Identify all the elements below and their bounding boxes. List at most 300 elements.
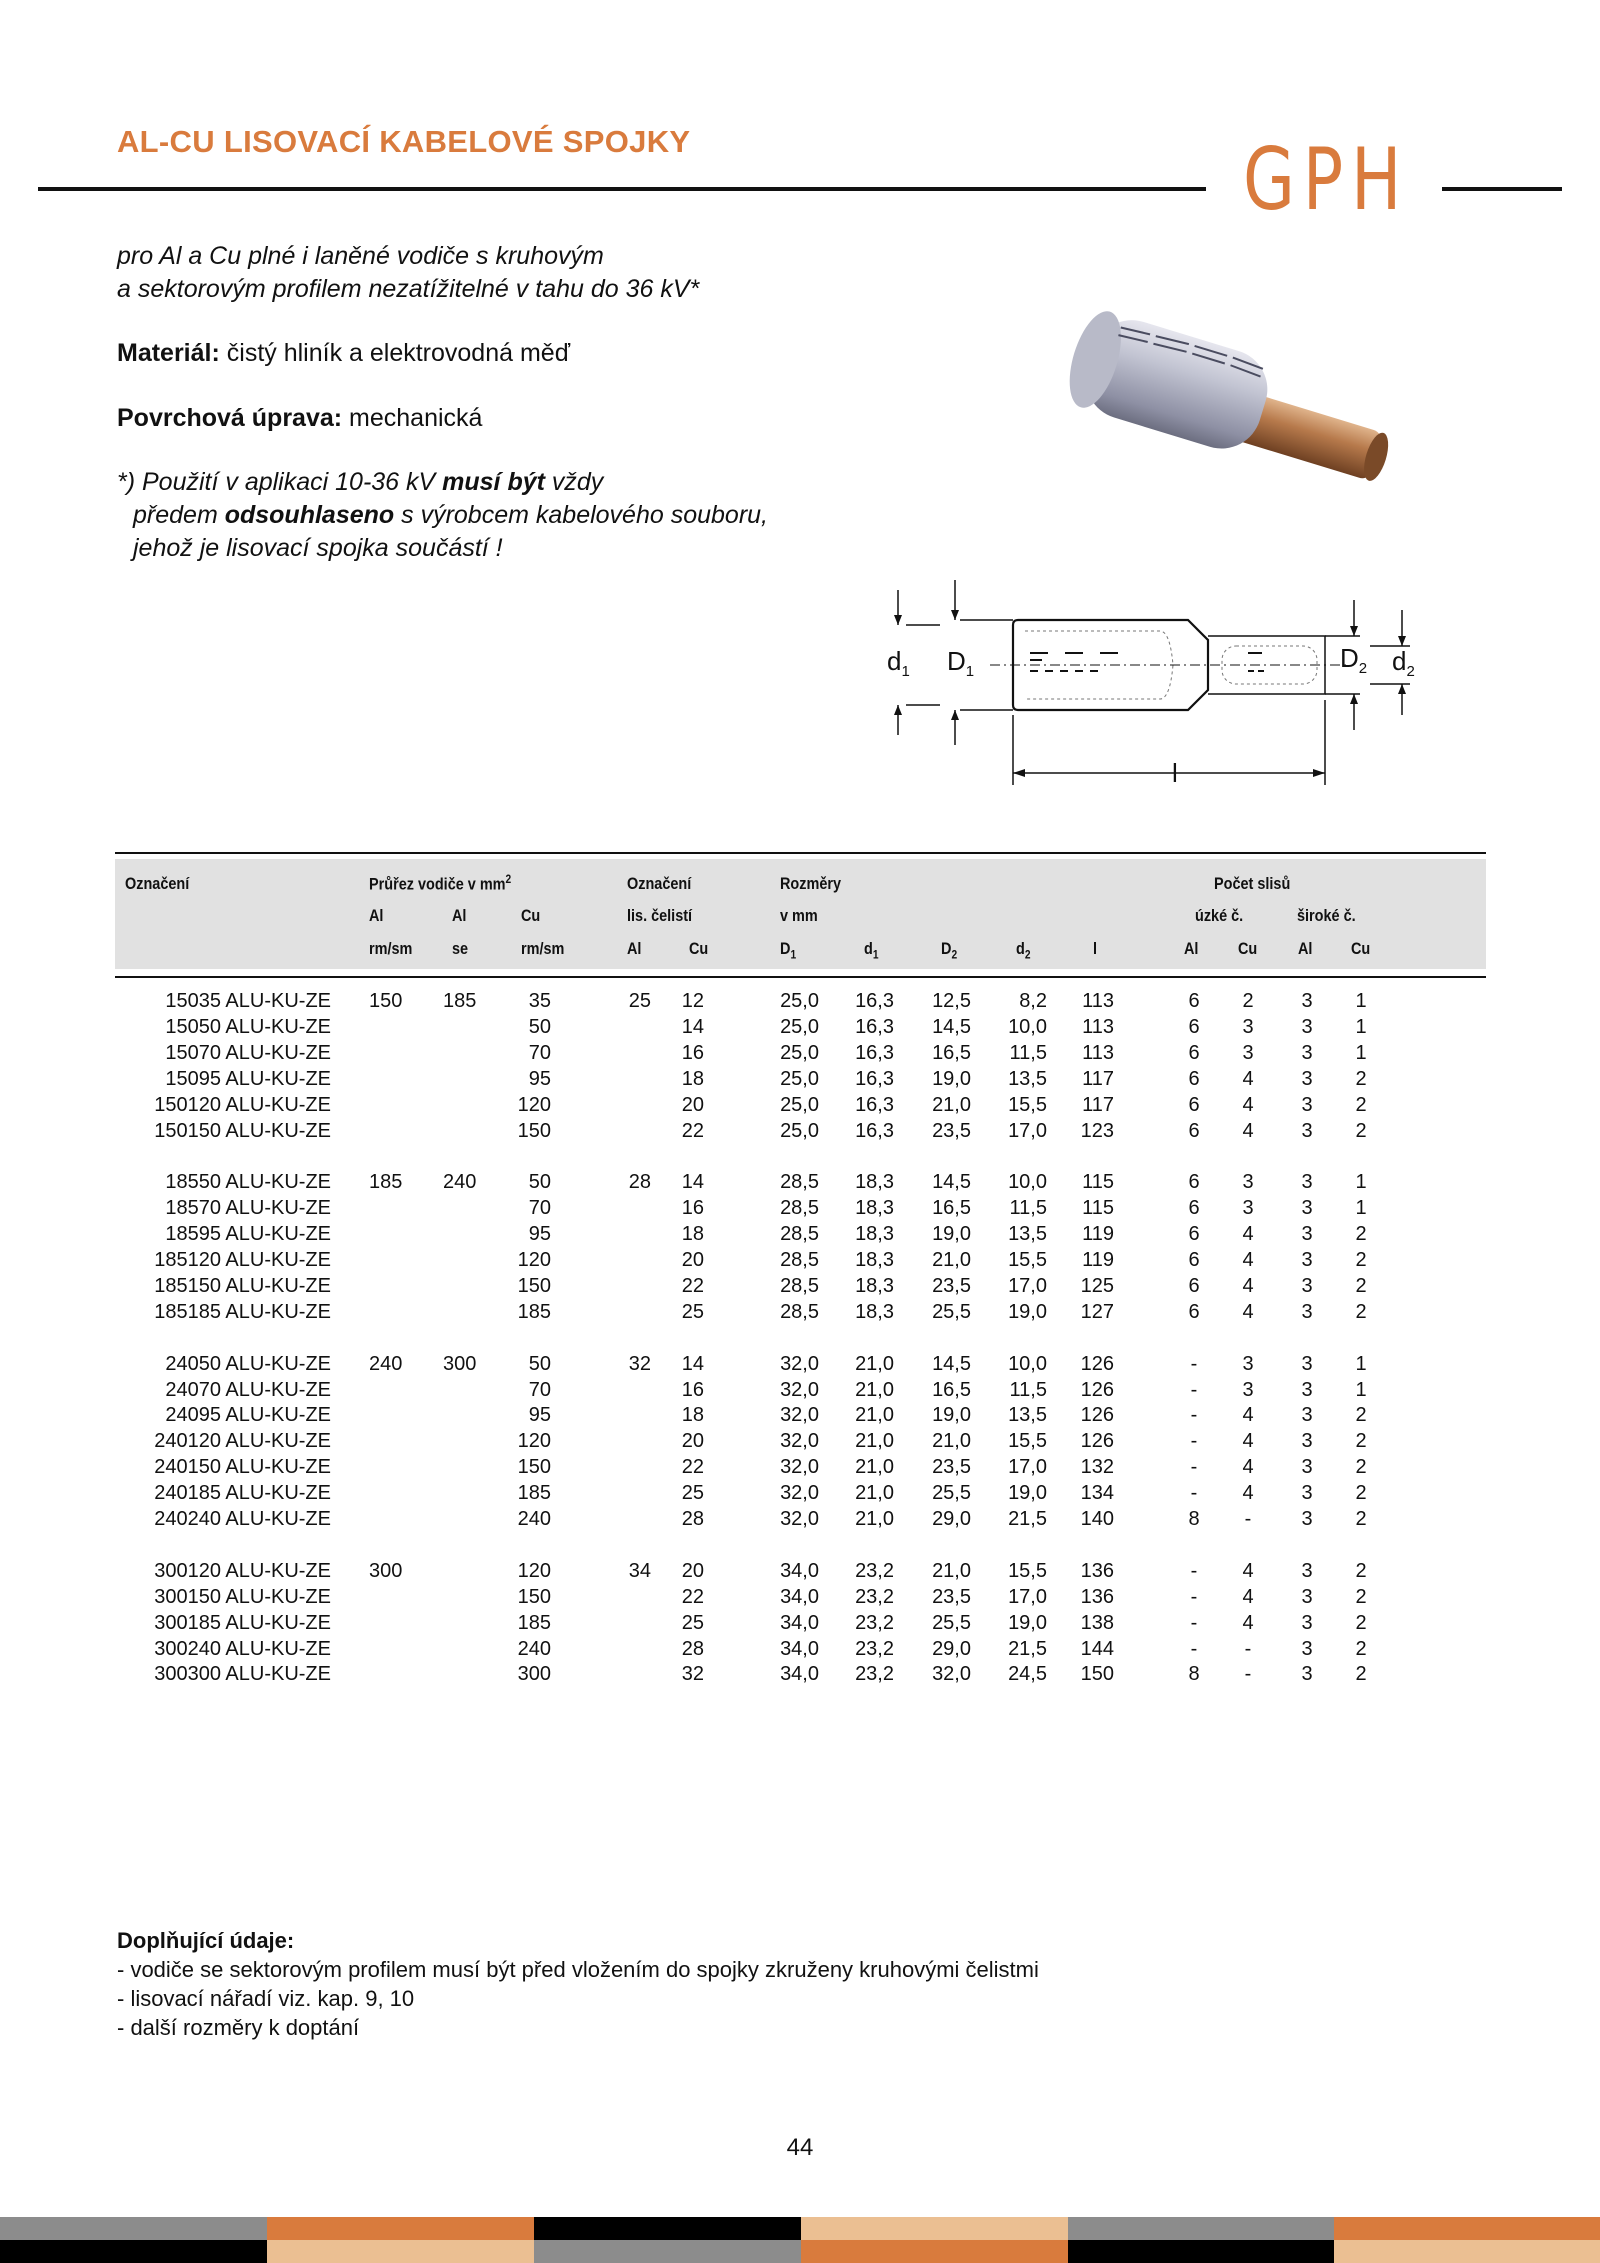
th-D1 xyxy=(780,939,796,961)
table-cell: 16,3 xyxy=(855,1093,894,1116)
table-cell: 21,0 xyxy=(855,1404,894,1427)
usage-note xyxy=(117,466,768,565)
table-cell: 4 xyxy=(1242,1274,1254,1297)
table-cell: 13,5 xyxy=(1008,1223,1047,1246)
table-cell: 4 xyxy=(1242,1093,1254,1116)
table-cell: 70 xyxy=(528,1378,551,1401)
table-cell: 16,5 xyxy=(932,1197,971,1220)
table-cell: 95 xyxy=(528,1404,551,1427)
table-cell: 10,0 xyxy=(1008,1015,1047,1038)
table-cell: 28,5 xyxy=(780,1274,819,1297)
th-D2 xyxy=(941,939,957,961)
dimension-diagram xyxy=(870,570,1430,795)
table-cell: 3 xyxy=(1301,1223,1313,1246)
table-cell: 300185 ALU-KU-ZE xyxy=(154,1611,331,1634)
table-cell: 300 xyxy=(517,1663,551,1686)
table-cell: 12,5 xyxy=(932,990,971,1012)
table-cell: 25,5 xyxy=(932,1482,971,1505)
material-value: čistý hliník a elektrovodná měď xyxy=(219,339,571,367)
footer-bar xyxy=(1068,2240,1334,2263)
table-cell: 119 xyxy=(1082,1249,1114,1271)
table-cell: 4 xyxy=(1242,1223,1254,1246)
table-cell: 150 xyxy=(369,990,403,1012)
table-cell: 2 xyxy=(1355,1637,1367,1660)
table-cell: 126 xyxy=(1080,1378,1114,1401)
table-cell: 14 xyxy=(681,1352,704,1375)
table-cell: 11,5 xyxy=(1009,1041,1047,1064)
table-cell: 15070 ALU-KU-ZE xyxy=(165,1041,331,1064)
table-cell: 22 xyxy=(681,1274,704,1297)
note-text: *) Použití v aplikaci 10-36 kV xyxy=(117,468,443,496)
table-cell: 125 xyxy=(1080,1274,1114,1297)
table-cell: 24,5 xyxy=(1008,1663,1047,1686)
th-oznaceni: Označení xyxy=(125,874,190,893)
table-cell: 20 xyxy=(681,1559,704,1582)
table-cell: 14,5 xyxy=(932,1015,971,1038)
table-cell: 300 xyxy=(369,1559,403,1582)
th-al1: Al xyxy=(369,906,384,925)
table-cell: 20 xyxy=(681,1249,704,1271)
footer-bar xyxy=(267,2217,534,2240)
table-cell: 3 xyxy=(1242,1015,1254,1038)
note-line-3: jehož je lisovací spojka součástí ! xyxy=(133,534,503,562)
table-cell: 18,3 xyxy=(855,1249,894,1271)
footer-bar xyxy=(801,2217,1068,2240)
table-cell: 127 xyxy=(1080,1300,1114,1323)
table-top-rule xyxy=(115,852,1486,854)
table-cell: 6 xyxy=(1188,1015,1200,1038)
diagram-D2-label: D xyxy=(1340,643,1359,673)
table-cell: 300300 ALU-KU-ZE xyxy=(154,1663,331,1686)
table-cell: 19,0 xyxy=(932,1223,971,1246)
th-lis-cu: Cu xyxy=(689,939,709,958)
th-uzke: úzké č. xyxy=(1195,906,1244,925)
diagram-d2-sub: 2 xyxy=(1406,663,1415,680)
table-cell: 3 xyxy=(1301,1197,1313,1220)
table-cell: 2 xyxy=(1355,1067,1367,1090)
table-cell: 16,5 xyxy=(932,1041,971,1064)
th-oznaceni2: Označení xyxy=(627,874,692,893)
table-cell: 6 xyxy=(1188,1171,1200,1194)
table-cell: 3 xyxy=(1301,1274,1313,1297)
page-number: 44 xyxy=(786,2134,814,2161)
table-cell: 240 xyxy=(517,1508,551,1530)
table-cell: 25 xyxy=(681,1482,704,1505)
table-cell: 6 xyxy=(1188,990,1200,1012)
table-cell: 14,5 xyxy=(932,1352,971,1375)
table-cell: 18 xyxy=(681,1067,704,1090)
table-cell: 2 xyxy=(1355,1482,1367,1505)
table-cell: 126 xyxy=(1080,1352,1114,1375)
diagram-d1-label: d xyxy=(887,646,902,676)
table-cell: 2 xyxy=(1355,1223,1367,1246)
table-cell: 3 xyxy=(1301,990,1313,1012)
table-cell: 16,5 xyxy=(932,1378,971,1401)
table-cell: 300240 ALU-KU-ZE xyxy=(154,1637,331,1660)
table-cell: 19,0 xyxy=(932,1404,971,1427)
table-cell: 3 xyxy=(1301,1482,1313,1505)
table-cell: 117 xyxy=(1082,1067,1114,1090)
table-cell: 3 xyxy=(1301,1041,1313,1064)
table-cell: 2 xyxy=(1355,1093,1367,1116)
table-cell: 3 xyxy=(1301,1015,1313,1038)
table-cell: 21,0 xyxy=(855,1508,894,1530)
table-cell: 20 xyxy=(681,1430,704,1453)
table-cell: 3 xyxy=(1301,1637,1313,1660)
svg-text:d1 xyxy=(887,646,910,680)
table-cell: 4 xyxy=(1242,1404,1254,1427)
table-cell: 240120 ALU-KU-ZE xyxy=(154,1430,331,1453)
table-cell: 25 xyxy=(628,990,651,1012)
table-cell: 17,0 xyxy=(1008,1119,1047,1142)
table-cell: 136 xyxy=(1080,1585,1114,1608)
table-cell: 25,0 xyxy=(780,1119,819,1142)
table-cell: 8 xyxy=(1188,1508,1200,1530)
note-line-1 xyxy=(117,468,603,496)
table-cell: - xyxy=(1244,1663,1252,1686)
table-cell: 3 xyxy=(1242,1197,1254,1220)
additional-item-3: - další rozměry k doptání xyxy=(117,2015,360,2040)
additional-info xyxy=(117,1926,1039,2042)
table-cell: 32,0 xyxy=(780,1352,819,1375)
intro-line-2: a sektorovým profilem nezatížitelné v tahu do 36 kV* xyxy=(117,275,700,303)
table-cell: 21,0 xyxy=(855,1430,894,1453)
footer-bar xyxy=(0,2217,267,2240)
table-cell: 25,0 xyxy=(780,1067,819,1090)
th-prurez xyxy=(369,872,511,895)
table-cell: - xyxy=(1190,1611,1198,1634)
table-cell: 300 xyxy=(443,1352,477,1375)
table-cell: 2 xyxy=(1355,1585,1367,1608)
svg-text:D1 xyxy=(947,646,974,680)
th-prurez-text: Průřez vodiče v mm xyxy=(369,874,506,894)
table-cell: 23,2 xyxy=(855,1559,894,1582)
table-cell: 126 xyxy=(1080,1430,1114,1453)
table-cell: 21,0 xyxy=(932,1093,971,1116)
table-cell: 300120 ALU-KU-ZE xyxy=(154,1559,331,1582)
table-cell: 6 xyxy=(1188,1093,1200,1116)
th-prurez-sup: 2 xyxy=(505,872,512,886)
table-cell: 15050 ALU-KU-ZE xyxy=(165,1015,331,1038)
table-cell: 19,0 xyxy=(1008,1611,1047,1634)
table-cell: 117 xyxy=(1082,1093,1114,1116)
table-cell: 25,5 xyxy=(932,1611,971,1634)
table-cell: 11,5 xyxy=(1009,1197,1047,1220)
diagram-D1-label: D xyxy=(947,646,966,676)
table-cell: 34 xyxy=(628,1559,651,1582)
table-cell: 150 xyxy=(1080,1663,1114,1686)
svg-text:d2 xyxy=(1392,646,1415,680)
table-cell: 4 xyxy=(1242,1067,1254,1090)
table-cell: 150120 ALU-KU-ZE xyxy=(154,1093,331,1116)
table-header-rule xyxy=(115,976,1486,978)
th-d1 xyxy=(864,939,879,961)
table-cell: 3 xyxy=(1242,1352,1254,1375)
diagram-l-label: l xyxy=(1172,758,1178,788)
diagram-d2-label: d xyxy=(1392,646,1407,676)
th-se: se xyxy=(452,939,469,958)
th-siroke: široké č. xyxy=(1297,906,1356,925)
table-cell: 1 xyxy=(1355,1197,1367,1220)
table-cell: 10,0 xyxy=(1008,1352,1047,1375)
footer-bar xyxy=(534,2240,801,2263)
table-cell: - xyxy=(1190,1404,1198,1427)
table-cell: 19,0 xyxy=(1008,1300,1047,1323)
table-cell: 70 xyxy=(528,1041,551,1064)
th-pocet: Počet slisů xyxy=(1214,874,1291,893)
table-cell: 4 xyxy=(1242,1456,1254,1479)
table-cell: 16 xyxy=(681,1197,704,1220)
table-cell: - xyxy=(1244,1508,1252,1530)
table-cell: 3 xyxy=(1301,1067,1313,1090)
table-cell: 115 xyxy=(1082,1171,1114,1194)
table-cell: 6 xyxy=(1188,1067,1200,1090)
material-label: Materiál: xyxy=(117,339,220,367)
table-cell: 1 xyxy=(1355,1171,1367,1194)
table-cell: 28,5 xyxy=(780,1300,819,1323)
table-cell: 115 xyxy=(1082,1197,1114,1220)
table-cell: 21,0 xyxy=(932,1559,971,1582)
table-cell: - xyxy=(1190,1637,1198,1660)
header-rule xyxy=(38,187,1206,191)
table-cell: 3 xyxy=(1242,1041,1254,1064)
table-cell: 28 xyxy=(681,1508,704,1530)
table-cell: 28,5 xyxy=(780,1197,819,1220)
table-cell: 32,0 xyxy=(932,1663,971,1686)
note-text: s výrobcem kabelového souboru, xyxy=(394,501,769,529)
table-cell: 1 xyxy=(1355,1041,1367,1064)
table-cell: 95 xyxy=(528,1067,551,1090)
table-cell: 24095 ALU-KU-ZE xyxy=(165,1404,331,1427)
table-cell: 34,0 xyxy=(780,1611,819,1634)
th-lis: lis. čelistí xyxy=(627,906,693,925)
note-bold-must: musí být xyxy=(442,468,545,496)
table-cell: 3 xyxy=(1301,1378,1313,1401)
table-cell: 18,3 xyxy=(855,1300,894,1323)
th-cu: Cu xyxy=(521,906,541,925)
table-cell: 4 xyxy=(1242,1119,1254,1142)
table-cell: 22 xyxy=(681,1119,704,1142)
svg-text:D2 xyxy=(1340,643,1367,677)
th-pocet-cu2: Cu xyxy=(1351,939,1371,958)
table-cell: 32 xyxy=(628,1352,651,1375)
table-cell: 4 xyxy=(1242,1430,1254,1453)
material-line xyxy=(117,337,570,370)
table-cell: 2 xyxy=(1355,1249,1367,1271)
table-cell: 185 xyxy=(369,1171,403,1194)
table-cell: - xyxy=(1190,1482,1198,1505)
footer-bar xyxy=(1334,2240,1600,2263)
table-cell: 2 xyxy=(1242,990,1254,1012)
table-cell: 6 xyxy=(1188,1197,1200,1220)
table-cell: 32,0 xyxy=(780,1456,819,1479)
table-cell: 6 xyxy=(1188,1300,1200,1323)
table-cell: 2 xyxy=(1355,1404,1367,1427)
table-cell: 28 xyxy=(681,1637,704,1660)
table-cell: 120 xyxy=(517,1093,551,1116)
table-cell: 2 xyxy=(1355,1663,1367,1686)
table-cell: 185 xyxy=(517,1611,551,1634)
table-cell: 185 xyxy=(443,990,477,1012)
table-cell: 3 xyxy=(1301,1456,1313,1479)
table-cell: 4 xyxy=(1242,1559,1254,1582)
footer-bar xyxy=(801,2240,1068,2263)
table-cell: 15,5 xyxy=(1008,1430,1047,1453)
th-pocet-al2: Al xyxy=(1298,939,1313,958)
table-cell: 18595 ALU-KU-ZE xyxy=(165,1223,331,1246)
table-cell: 34,0 xyxy=(780,1637,819,1660)
table-cell: 150150 ALU-KU-ZE xyxy=(154,1119,331,1142)
table-cell: 2 xyxy=(1355,1559,1367,1582)
table-cell: 34,0 xyxy=(780,1663,819,1686)
table-cell: 3 xyxy=(1301,1663,1313,1686)
table-cell: 2 xyxy=(1355,1456,1367,1479)
table-cell: 120 xyxy=(517,1249,551,1271)
table-cell: 18570 ALU-KU-ZE xyxy=(165,1197,331,1220)
table-cell: 25 xyxy=(681,1300,704,1323)
table-cell: 240 xyxy=(369,1352,403,1375)
table-cell: 3 xyxy=(1301,1249,1313,1271)
table-cell: 136 xyxy=(1080,1559,1114,1582)
table-cell: 28,5 xyxy=(780,1171,819,1194)
table-cell: 32,0 xyxy=(780,1508,819,1530)
table-cell: 21,0 xyxy=(932,1249,971,1271)
table-cell: - xyxy=(1190,1456,1198,1479)
table-cell: 119 xyxy=(1082,1223,1114,1246)
surface-value: mechanická xyxy=(342,404,483,432)
th-pocet-cu1: Cu xyxy=(1238,939,1258,958)
table-cell: 21,0 xyxy=(855,1482,894,1505)
table-cell: 15,5 xyxy=(1008,1249,1047,1271)
th-vmm: v mm xyxy=(780,906,818,925)
table-cell: 50 xyxy=(528,1171,551,1194)
th-rozmery: Rozměry xyxy=(780,874,842,893)
table-cell: 18,3 xyxy=(855,1223,894,1246)
additional-title: Doplňující údaje: xyxy=(117,1928,295,1953)
note-text: vždy xyxy=(544,468,604,496)
table-cell: 21,0 xyxy=(855,1456,894,1479)
table-cell: 21,5 xyxy=(1008,1508,1047,1530)
table-cell: 1 xyxy=(1355,1352,1367,1375)
table-cell: 8 xyxy=(1188,1663,1200,1686)
table-cell: 17,0 xyxy=(1008,1274,1047,1297)
table-cell: 134 xyxy=(1080,1482,1114,1505)
table-cell: 113 xyxy=(1082,1041,1114,1064)
table-cell: 3 xyxy=(1242,1378,1254,1401)
table-cell: 15,5 xyxy=(1008,1559,1047,1582)
table-cell: 25,0 xyxy=(780,1015,819,1038)
footer-bar xyxy=(0,2240,267,2263)
table-cell: 14 xyxy=(681,1015,704,1038)
table-cell: 23,2 xyxy=(855,1585,894,1608)
table-cell: 25,0 xyxy=(780,1041,819,1064)
table-cell: 4 xyxy=(1242,1585,1254,1608)
table-cell: 185185 ALU-KU-ZE xyxy=(154,1300,331,1323)
table-cell: 13,5 xyxy=(1008,1404,1047,1427)
diagram-d1-sub: 1 xyxy=(901,663,910,680)
table-cell: 150 xyxy=(517,1456,551,1479)
table-cell: 21,5 xyxy=(1008,1637,1047,1660)
footer-bar xyxy=(1068,2217,1334,2240)
table-cell: - xyxy=(1190,1559,1198,1582)
th-rmsm1: rm/sm xyxy=(369,939,413,958)
table-cell: 19,0 xyxy=(1008,1482,1047,1505)
footer-bar xyxy=(534,2217,801,2240)
table-cell: 185150 ALU-KU-ZE xyxy=(154,1274,331,1297)
table-cell: 6 xyxy=(1188,1223,1200,1246)
table-cell: 6 xyxy=(1188,1274,1200,1297)
table-cell: 120 xyxy=(517,1430,551,1453)
table-cell: 4 xyxy=(1242,1300,1254,1323)
table-cell: 32,0 xyxy=(780,1378,819,1401)
table-cell: 16,3 xyxy=(855,990,894,1012)
th-D1-text: D xyxy=(780,939,791,958)
table-cell: 3 xyxy=(1301,1171,1313,1194)
table-cell: 3 xyxy=(1301,1430,1313,1453)
th-D1-sub: 1 xyxy=(790,947,797,962)
table-cell: 32,0 xyxy=(780,1430,819,1453)
table-cell: 23,2 xyxy=(855,1637,894,1660)
table-cell: 23,5 xyxy=(932,1119,971,1142)
intro-text xyxy=(117,240,699,306)
table-cell: 6 xyxy=(1188,1119,1200,1142)
table-cell: 29,0 xyxy=(932,1508,971,1530)
table-cell: 18,3 xyxy=(855,1197,894,1220)
table-cell: 18,3 xyxy=(855,1274,894,1297)
table-cell: 16 xyxy=(681,1041,704,1064)
table-cell: 150 xyxy=(517,1119,551,1142)
th-d2-sub: 2 xyxy=(1024,947,1031,962)
table-cell: 32 xyxy=(681,1663,704,1686)
table-cell: 34,0 xyxy=(780,1559,819,1582)
table-cell: - xyxy=(1190,1585,1198,1608)
table-cell: 185 xyxy=(517,1482,551,1505)
table-cell: 17,0 xyxy=(1008,1585,1047,1608)
th-rmsm2: rm/sm xyxy=(521,939,565,958)
connector-photo xyxy=(1065,305,1425,495)
footer-bar xyxy=(267,2240,534,2263)
table-cell: 16 xyxy=(681,1378,704,1401)
header-rule-right xyxy=(1442,187,1562,191)
additional-item-2: - lisovací nářadí viz. kap. 9, 10 xyxy=(117,1986,415,2011)
table-cell: 22 xyxy=(681,1456,704,1479)
table-cell: 3 xyxy=(1301,1611,1313,1634)
note-bold-approved: odsouhlaseno xyxy=(224,501,395,529)
table-cell: 1 xyxy=(1355,990,1367,1012)
table-cell: 6 xyxy=(1188,1041,1200,1064)
table-cell: 32,0 xyxy=(780,1482,819,1505)
table-cell: 2 xyxy=(1355,1300,1367,1323)
intro-line-1: pro Al a Cu plné i laněné vodiče s kruhovým xyxy=(117,242,604,270)
table-cell: 240150 ALU-KU-ZE xyxy=(154,1456,331,1479)
table-cell: 22 xyxy=(681,1585,704,1608)
table-cell: 16,3 xyxy=(855,1067,894,1090)
table-cell: 4 xyxy=(1242,1611,1254,1634)
table-cell: 300150 ALU-KU-ZE xyxy=(154,1585,331,1608)
table-cell: 1 xyxy=(1355,1378,1367,1401)
table-cell: 29,0 xyxy=(932,1637,971,1660)
table-cell: 15,5 xyxy=(1008,1093,1047,1116)
table-cell: 132 xyxy=(1080,1456,1114,1479)
table-cell: 23,5 xyxy=(932,1274,971,1297)
table-cell: 126 xyxy=(1080,1404,1114,1427)
table-cell: 21,0 xyxy=(932,1430,971,1453)
table-cell: 150 xyxy=(517,1274,551,1297)
table-cell: 185120 ALU-KU-ZE xyxy=(154,1249,331,1271)
table-cell: 34,0 xyxy=(780,1585,819,1608)
table-cell: 144 xyxy=(1080,1637,1114,1660)
th-d1-sub: 1 xyxy=(872,947,879,962)
